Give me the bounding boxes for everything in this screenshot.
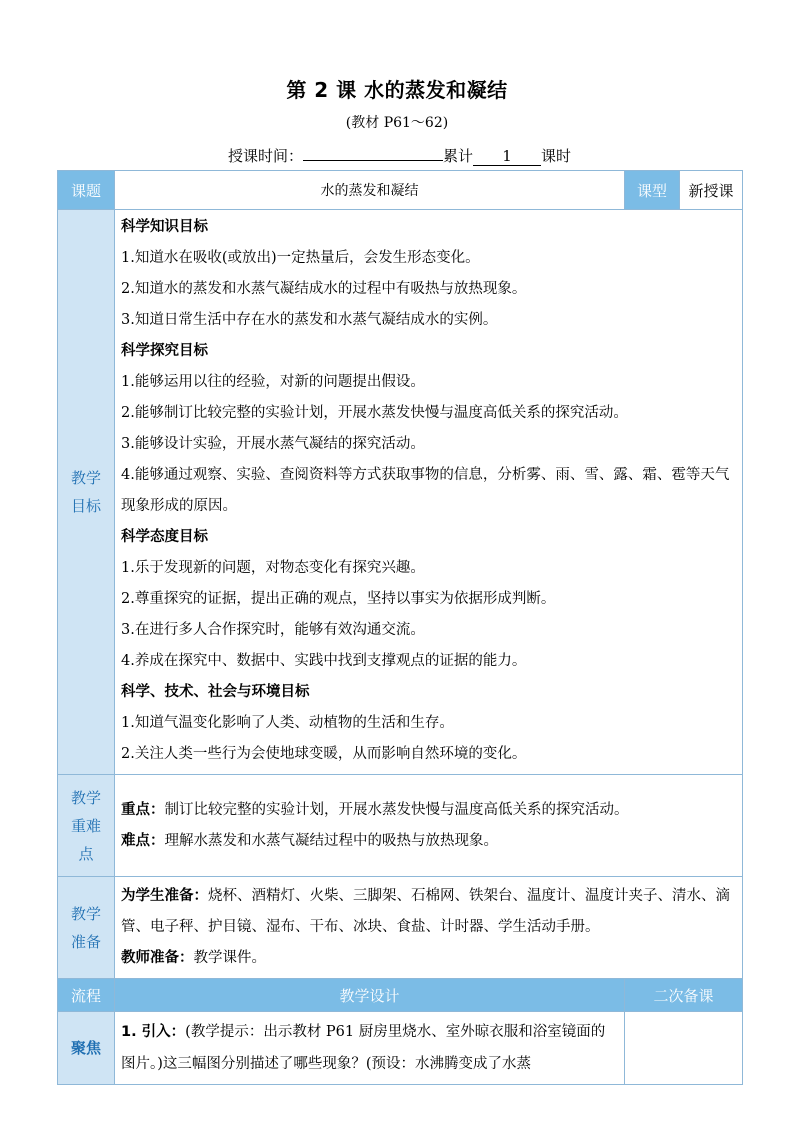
key-points-content	[115, 775, 743, 877]
lesson-type-label: 课型	[625, 171, 680, 210]
goal-item: 2.知道水的蒸发和水蒸气凝结成水的过程中有吸热与放热现象。	[121, 281, 527, 297]
teacher-preparation: 教师准备：教学课件。	[121, 950, 266, 966]
lesson-type-value: 新授课	[680, 171, 743, 210]
key-points-label: 教学 重难 点	[58, 775, 115, 877]
goals-content	[115, 210, 743, 775]
second-prep-cell	[625, 1012, 743, 1085]
goals-heading: 科学、技术、社会与环境目标	[121, 684, 310, 700]
goals-heading: 科学态度目标	[121, 529, 208, 545]
period-count: 1	[473, 147, 541, 166]
focus-content	[115, 1012, 625, 1085]
key-point: 重点：制订比较完整的实验计划，开展水蒸发快慢与温度高低关系的探究活动。	[121, 801, 629, 818]
lesson-time-blank	[303, 142, 443, 161]
key-points-row	[58, 775, 743, 877]
goals-heading: 科学探究目标	[121, 343, 208, 359]
goal-item: 1.知道气温变化影响了人类、动植物的生活和生存。	[121, 715, 454, 731]
student-preparation: 为学生准备：烧杯、酒精灯、火柴、三脚架、石棉网、铁架台、温度计、温度计夹子、清水、滴管、电子秤、护目镜、湿布、干布、冰块、食盐、计时器、学生活动手册。	[121, 888, 730, 935]
topic-row	[58, 171, 743, 210]
textbook-pages: (教材 P61～62)	[345, 115, 449, 131]
focus-row	[58, 1012, 743, 1085]
goal-item: 3.在进行多人合作探究时，能够有效沟通交流。	[121, 622, 425, 638]
goals-heading: 科学知识目标	[121, 219, 208, 235]
topic-label: 课题	[58, 171, 115, 210]
design-label: 教学设计	[115, 979, 625, 1012]
second-prep-label: 二次备课	[625, 979, 743, 1012]
goal-item: 2.尊重探究的证据，提出正确的观点，坚持以事实为依据形成判断。	[121, 591, 556, 607]
lesson-time-label: 授课时间：	[228, 147, 304, 165]
goal-item: 3.知道日常生活中存在水的蒸发和水蒸气凝结成水的实例。	[121, 312, 498, 328]
flow-header-row	[58, 979, 743, 1012]
preparation-label: 教学 准备	[58, 877, 115, 979]
preparation-row	[58, 877, 743, 979]
difficult-point: 难点：理解水蒸发和水蒸气凝结过程中的吸热与放热现象。	[121, 832, 498, 849]
goal-item: 2.关注人类一些行为会使地球变暖，从而影响自然环境的变化。	[121, 746, 527, 762]
period-unit: 课时	[541, 147, 572, 165]
cumulative-label: 累计	[443, 147, 474, 165]
goal-item: 4.能够通过观察、实验、查阅资料等方式获取事物的信息，分析雾、雨、雪、露、霜、雹等天气现象形成的原因。	[121, 467, 730, 514]
lesson-time-line	[228, 142, 571, 166]
goal-item: 2.能够制订比较完整的实验计划，开展水蒸发快慢与温度高低关系的探究活动。	[121, 405, 628, 421]
goal-item: 1.能够运用以往的经验，对新的问题提出假设。	[121, 374, 425, 390]
focus-label: 聚焦	[58, 1012, 115, 1085]
goal-item: 3.能够设计实验，开展水蒸气凝结的探究活动。	[121, 436, 425, 452]
goal-item: 1.乐于发现新的问题，对物态变化有探究兴趣。	[121, 560, 425, 576]
goals-label: 教学 目标	[58, 210, 115, 775]
goals-row	[58, 210, 743, 775]
focus-text: 1. 引入：(教学提示：出示教材 P61 厨房里烧水、室外晾衣服和浴室镜面的图片。)这三幅图分别描述了哪些现象？(预设：水沸腾变成了水蒸	[121, 1024, 606, 1072]
preparation-content	[115, 877, 743, 979]
flow-label: 流程	[58, 979, 115, 1012]
lesson-plan-table	[57, 170, 743, 1085]
topic-value: 水的蒸发和凝结	[115, 171, 625, 210]
goal-item: 1.知道水在吸收(或放出)一定热量后，会发生形态变化。	[121, 250, 480, 266]
goal-item: 4.养成在探究中、数据中、实践中找到支撑观点的证据的能力。	[121, 653, 527, 669]
lesson-title: 第 2 课 水的蒸发和凝结	[286, 78, 508, 102]
